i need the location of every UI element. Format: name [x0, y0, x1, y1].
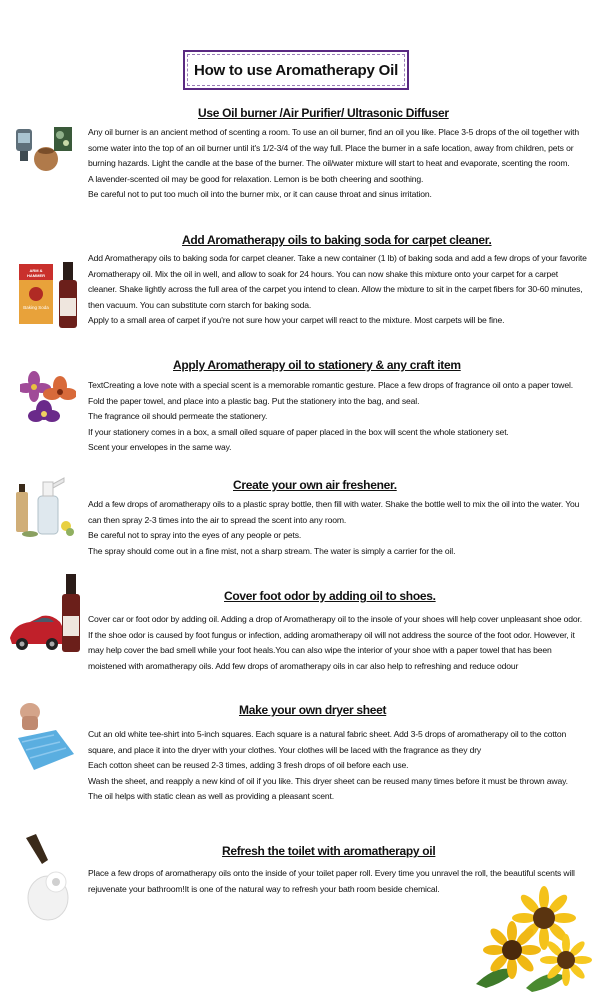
cloth-image [12, 700, 78, 778]
paragraph: A lavender-scented oil may be good for relaxation. Lemon is be both cheering and soothing. [88, 173, 424, 184]
paragraph: If your stationery comes in a box, a small oiled square of paper placed in the box will scent the whole stationery set. [88, 426, 509, 437]
section-body [88, 125, 588, 203]
section-heading: Apply Aromatherapy oil to stationery & any craft item [173, 358, 461, 372]
paragraph: If the shoe odor is caused by foot fungus or infection, adding aromatherapy oil will not address the source of the foot odor. However, it may help cover the bad smell while your foot heals.You can also wipe the interior of your shoe with a paper towel that has been moistened with aromatherapy oils. Add few drops of aromatherapy oils in car also help to refreshing and reduce odour [88, 629, 575, 671]
section-heading: Make your own dryer sheet [239, 703, 387, 717]
spray-bottle-image [12, 470, 76, 538]
paragraph: Wash the sheet, and reapply a new kind of oil if you like. This dryer sheet can be reused many times before it must be thrown away. [88, 775, 568, 786]
paragraph: TextCreating a love note with a special scent is a memorable romantic gesture. Place a few drops of fragrance oil onto a paper towel. Fold the paper towel, and place into a plastic bag. Put the stationery into the bag, and seal. [88, 380, 573, 406]
section-body [88, 612, 588, 674]
sunflowers-image [466, 884, 592, 994]
paragraph: Any oil burner is an ancient method of scenting a room. To use an oil burner, find an oil you like. Place 3-5 drops of the oil together with some water into the top of an oil burner until it's 1/2-3/4 of the way full. Place the burner in a safe location, away from children, pets or burning hazards. Light the candle at the base of the burner. The oil/water mixture will start to heat and evaporate, scenting the room. [88, 127, 579, 169]
paper-flowers-image [20, 370, 76, 426]
paragraph: Add a few drops of aromatherapy oils to a plastic spray bottle, then fill with water. Shake the bottle well to mix the oil into the water. You can then spray 2-3 times into the air to spread the scent into any room. [88, 499, 580, 525]
section-body [88, 378, 588, 456]
section-heading: Cover foot odor by adding oil to shoes. [224, 589, 436, 603]
title-box [183, 50, 409, 90]
paragraph: Be careful not to put too much oil into the burner mix, or it can cause throat and sinus irritation. [88, 189, 432, 200]
car-and-oil-image [8, 572, 84, 656]
section-heading: Create your own air freshener. [233, 478, 397, 492]
section-heading: Add Aromatherapy oils to baking soda for carpet cleaner. [182, 233, 492, 247]
paragraph: The spray should come out in a fine mist, not a sharp stream. The water is simply a carrier for the oil. [88, 545, 456, 556]
baking-soda-brand: ARM & HAMMER [27, 268, 45, 278]
section-heading: Use Oil burner /Air Purifier/ Ultrasonic Diffuser [198, 106, 449, 120]
section-body [88, 251, 588, 329]
paragraph: Cut an old white tee-shirt into 5-inch squares. Each square is a natural fabric sheet. Add 3-5 drops of aromatherapy oil to the cotton square, and place it into the dryer with your clothes. Your clothes will be laced with the fragrance as they dry [88, 729, 567, 755]
oil-drop-toilet-paper-image [20, 832, 80, 922]
oil-burner-image [14, 125, 74, 173]
page-title: How to use Aromatherapy Oil [193, 61, 399, 79]
paragraph: Scent your envelopes in the same way. [88, 442, 232, 453]
section-body [88, 497, 588, 559]
baking-soda-image [17, 258, 81, 330]
paragraph: Each cotton sheet can be reused 2-3 times, adding 3 fresh drops of oil before each use. [88, 760, 409, 771]
section-body [88, 727, 588, 805]
section-heading: Refresh the toilet with aromatherapy oil [222, 844, 436, 858]
paragraph: Apply to a small area of carpet if you're not sure how your carpet will react to the mixture. Most carpets will be fine. [88, 315, 505, 326]
baking-soda-label: Baking Soda [23, 305, 49, 310]
paragraph: Be careful not to spray into the eyes of any people or pets. [88, 530, 302, 541]
paragraph: The fragrance oil should permeate the stationery. [88, 411, 268, 422]
paragraph: Cover car or foot odor by adding oil. Adding a drop of Aromatherapy oil to the insole of your shoes will help cover unpleasant shoe odor. [88, 614, 582, 624]
paragraph: Place a few drops of aromatherapy oils onto the inside of your toilet paper roll. Every time you unravel the roll, the beautiful scents will rejuvenate your bathroom!It is one of the natural way to refresh your bath room beside chemical. [88, 868, 575, 894]
paragraph: Add Aromatherapy oils to baking soda for carpet cleaner. Take a new container (1 lb) of baking soda and add a few drops of your favorite Aromatherapy oil. Mix the oil in well, and allow to soak for 24 hours. You can now shake this mixture onto your carpet for a carpet cleaner. Shake lightly across the full area of the carpet you intend to clean. Allow the mixture to sit in the carpet fibers for 30-60 minutes, then vacuum. You can substitute corn starch for baking soda. [88, 253, 587, 310]
paragraph: The oil helps with static clean as well as providing a pleasant scent. [88, 791, 335, 802]
